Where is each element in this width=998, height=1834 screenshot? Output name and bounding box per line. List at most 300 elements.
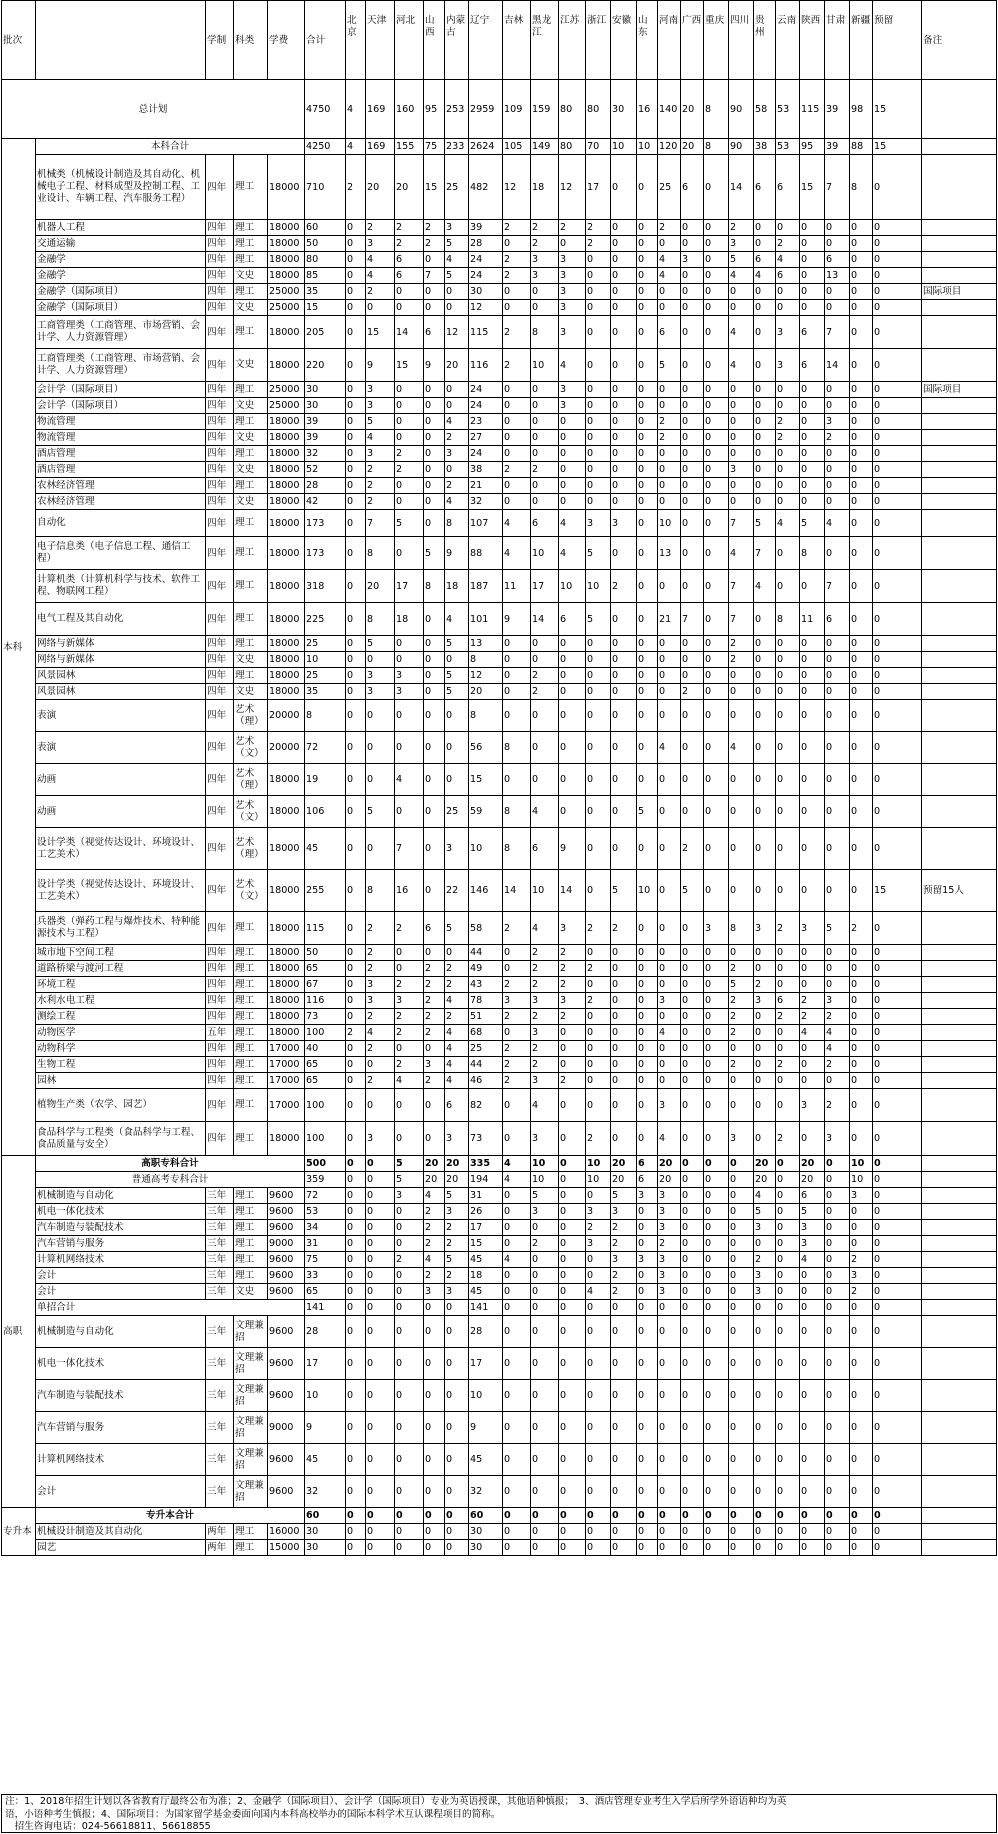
province-count: 0 <box>776 796 800 828</box>
province-count: 0 <box>586 1316 611 1348</box>
province-count: 32 <box>469 494 503 510</box>
province-count: 0 <box>729 1348 754 1380</box>
province-count: 0 <box>754 1009 776 1025</box>
province-count: 0 <box>445 1476 469 1508</box>
province-count: 0 <box>825 1172 850 1188</box>
province-count: 0 <box>704 1300 729 1316</box>
province-count: 2959 <box>469 80 503 139</box>
xuezhi-value: 三年 <box>206 1444 234 1476</box>
province-count: 58 <box>754 80 776 139</box>
province-count: 18 <box>445 570 469 603</box>
province-count: 3 <box>366 398 395 414</box>
province-count: 20 <box>611 1172 637 1188</box>
province-count: 0 <box>424 462 445 478</box>
province-count: 2 <box>559 1009 586 1025</box>
province-count: 0 <box>395 1444 424 1476</box>
province-count: 2 <box>424 977 445 993</box>
province-count: 105 <box>503 139 531 155</box>
province-count: 0 <box>873 993 922 1009</box>
header-province: 甘肃 <box>825 1 850 80</box>
province-count: 0 <box>559 1025 586 1041</box>
province-count: 2 <box>503 220 531 236</box>
remark-cell <box>922 430 997 446</box>
province-count: 80 <box>559 139 586 155</box>
remark-cell: 国际项目 <box>922 284 997 300</box>
province-count: 0 <box>424 478 445 494</box>
batch-label: 本科 <box>2 139 36 1156</box>
province-count: 6 <box>800 316 825 349</box>
header-remark: 备注 <box>922 1 997 80</box>
province-count: 0 <box>704 220 729 236</box>
province-count: 12 <box>445 316 469 349</box>
province-count: 0 <box>754 684 776 700</box>
province-count: 0 <box>825 636 850 652</box>
province-count: 0 <box>704 252 729 268</box>
province-count: 8 <box>776 603 800 636</box>
province-count: 2 <box>445 430 469 446</box>
province-count: 0 <box>611 537 637 570</box>
province-count: 0 <box>637 636 658 652</box>
province-count: 8 <box>800 537 825 570</box>
province-count: 0 <box>681 796 704 828</box>
province-count: 2 <box>658 430 681 446</box>
province-count: 3 <box>531 252 559 268</box>
major-name: 金融学（国际项目） <box>36 300 206 316</box>
province-count: 0 <box>873 414 922 430</box>
province-count: 0 <box>704 414 729 430</box>
kelei-value: 理工 <box>234 478 268 494</box>
province-count: 2 <box>729 993 754 1009</box>
province-count: 0 <box>658 236 681 252</box>
province-count: 2 <box>346 1025 366 1041</box>
province-count: 0 <box>611 155 637 220</box>
province-count: 0 <box>776 220 800 236</box>
xuezhi-value: 四年 <box>206 684 234 700</box>
province-count: 0 <box>637 494 658 510</box>
province-count: 5 <box>445 684 469 700</box>
province-count: 0 <box>395 1412 424 1444</box>
remark-cell <box>922 236 997 252</box>
province-count: 0 <box>531 1252 559 1268</box>
province-count: 0 <box>850 1204 873 1220</box>
province-count: 12 <box>559 155 586 220</box>
province-count: 0 <box>704 1057 729 1073</box>
province-count: 0 <box>637 1540 658 1556</box>
province-count: 0 <box>637 1236 658 1252</box>
kelei-value: 理工 <box>234 1041 268 1057</box>
province-count: 0 <box>346 1476 366 1508</box>
province-count: 0 <box>586 382 611 398</box>
province-count: 3 <box>754 1220 776 1236</box>
major-name: 机械设计制造及其自动化 <box>36 1524 206 1540</box>
xuezhi-value: 四年 <box>206 284 234 300</box>
table-row <box>2 1380 997 1412</box>
province-count: 0 <box>850 349 873 382</box>
header-total: 合计 <box>305 1 346 80</box>
province-count: 2 <box>586 961 611 977</box>
province-count: 0 <box>586 1009 611 1025</box>
province-count: 0 <box>776 382 800 398</box>
table-row <box>2 652 997 668</box>
province-count: 0 <box>424 764 445 796</box>
province-count: 0 <box>559 1204 586 1220</box>
province-count: 0 <box>658 912 681 945</box>
province-count: 0 <box>531 1540 559 1556</box>
total-value: 255 <box>305 870 346 912</box>
province-count: 0 <box>681 1268 704 1284</box>
province-count: 0 <box>346 446 366 462</box>
province-count: 0 <box>637 977 658 993</box>
province-count: 0 <box>681 1122 704 1156</box>
province-count: 0 <box>503 945 531 961</box>
remark-cell <box>922 155 997 220</box>
province-count: 0 <box>346 1252 366 1268</box>
province-count: 4 <box>729 732 754 764</box>
province-count: 8 <box>366 537 395 570</box>
province-count: 0 <box>776 732 800 764</box>
province-count: 0 <box>611 1025 637 1041</box>
province-count: 44 <box>469 1057 503 1073</box>
province-count: 5 <box>366 796 395 828</box>
total-value: 30 <box>305 1524 346 1540</box>
province-count: 0 <box>729 684 754 700</box>
kelei-value: 理工 <box>234 1073 268 1089</box>
province-count: 2 <box>424 961 445 977</box>
province-count: 15 <box>469 1236 503 1252</box>
province-count: 6 <box>658 316 681 349</box>
province-count: 0 <box>658 300 681 316</box>
province-count: 0 <box>658 1540 681 1556</box>
province-count: 0 <box>611 300 637 316</box>
total-value: 35 <box>305 684 346 700</box>
province-count: 0 <box>658 796 681 828</box>
total-value: 30 <box>305 382 346 398</box>
major-name: 兵器类（弹药工程与爆炸技术、特种能源技术与工程） <box>36 912 206 945</box>
province-count: 0 <box>559 1057 586 1073</box>
table-row <box>2 1316 997 1348</box>
table-row <box>2 446 997 462</box>
province-count: 0 <box>366 1156 395 1172</box>
province-count: 16 <box>395 870 424 912</box>
province-count: 0 <box>729 1156 754 1172</box>
fee-value: 18000 <box>268 977 305 993</box>
fee-value: 18000 <box>268 462 305 478</box>
kelei-value: 理工 <box>234 1540 268 1556</box>
province-count: 0 <box>729 796 754 828</box>
province-count: 0 <box>586 1476 611 1508</box>
province-count: 0 <box>611 236 637 252</box>
major-name: 计算机网络技术 <box>36 1252 206 1268</box>
province-count: 0 <box>637 668 658 684</box>
major-name: 网络与新媒体 <box>36 652 206 668</box>
province-count: 10 <box>586 1172 611 1188</box>
fee-value: 9600 <box>268 1204 305 1220</box>
province-count: 0 <box>825 398 850 414</box>
province-count: 12 <box>469 300 503 316</box>
province-count: 20 <box>754 1156 776 1172</box>
province-count: 0 <box>704 1236 729 1252</box>
province-count: 2 <box>586 1220 611 1236</box>
province-count: 2 <box>445 1236 469 1252</box>
table-row <box>2 570 997 603</box>
province-count: 0 <box>704 668 729 684</box>
province-count: 0 <box>424 510 445 537</box>
province-count: 0 <box>559 478 586 494</box>
province-count: 3 <box>366 684 395 700</box>
province-count: 0 <box>681 636 704 652</box>
table-row <box>2 1073 997 1089</box>
header-province: 浙江 <box>586 1 611 80</box>
province-count: 10 <box>531 1172 559 1188</box>
province-count: 0 <box>503 1220 531 1236</box>
province-count: 0 <box>681 700 704 732</box>
province-count: 0 <box>776 494 800 510</box>
province-count: 0 <box>395 300 424 316</box>
province-count: 3 <box>729 462 754 478</box>
province-count: 21 <box>658 603 681 636</box>
province-count: 0 <box>531 382 559 398</box>
province-count: 482 <box>469 155 503 220</box>
province-count: 0 <box>873 603 922 636</box>
province-count: 0 <box>346 1348 366 1380</box>
province-count: 0 <box>637 684 658 700</box>
grand-total-total: 4750 <box>305 80 346 139</box>
province-count: 0 <box>586 1508 611 1524</box>
province-count: 90 <box>729 80 754 139</box>
remark-cell <box>922 961 997 977</box>
footnote-line-3: 招生咨询电话：024-56618811、56618855 <box>5 1821 211 1832</box>
province-count: 3 <box>366 382 395 398</box>
province-count: 8 <box>503 796 531 828</box>
province-count: 0 <box>346 764 366 796</box>
province-count: 0 <box>445 382 469 398</box>
header-province: 广西 <box>681 1 704 80</box>
province-count: 0 <box>681 570 704 603</box>
province-count: 2 <box>850 1252 873 1268</box>
province-count: 3 <box>531 1025 559 1041</box>
province-count: 0 <box>395 636 424 652</box>
province-count: 0 <box>559 1236 586 1252</box>
province-count: 0 <box>681 1444 704 1476</box>
major-name: 园林 <box>36 1073 206 1089</box>
table-row <box>2 1122 997 1156</box>
province-count: 5 <box>424 537 445 570</box>
province-count: 9 <box>503 603 531 636</box>
province-count: 0 <box>850 284 873 300</box>
province-count: 0 <box>503 668 531 684</box>
province-count: 4 <box>729 349 754 382</box>
province-count: 6 <box>681 155 704 220</box>
province-count: 4 <box>658 268 681 284</box>
province-count: 2 <box>850 912 873 945</box>
province-count: 0 <box>586 430 611 446</box>
province-count: 0 <box>586 977 611 993</box>
province-count: 0 <box>611 1300 637 1316</box>
remark-cell <box>922 1122 997 1156</box>
province-count: 0 <box>873 1380 922 1412</box>
province-count: 8 <box>445 510 469 537</box>
province-count: 2 <box>395 236 424 252</box>
province-count: 0 <box>503 1236 531 1252</box>
zsb-subtotal-label: 专升本合计 <box>36 1508 305 1524</box>
province-count: 0 <box>800 732 825 764</box>
fee-value: 18000 <box>268 220 305 236</box>
province-count: 0 <box>503 494 531 510</box>
header-row <box>2 1 997 80</box>
province-count: 0 <box>503 1412 531 1444</box>
province-count: 0 <box>776 1476 800 1508</box>
province-count: 0 <box>658 1073 681 1089</box>
province-count: 2 <box>729 220 754 236</box>
province-count: 0 <box>850 732 873 764</box>
province-count: 3 <box>531 1122 559 1156</box>
province-count: 0 <box>395 945 424 961</box>
province-count: 0 <box>346 636 366 652</box>
province-count: 0 <box>346 993 366 1009</box>
fee-value: 9600 <box>268 1476 305 1508</box>
province-count: 0 <box>559 636 586 652</box>
province-count: 0 <box>776 668 800 684</box>
province-count: 0 <box>424 796 445 828</box>
province-count: 0 <box>658 684 681 700</box>
grand-total-row <box>2 80 997 139</box>
province-count: 28 <box>469 236 503 252</box>
fee-value: 9000 <box>268 1412 305 1444</box>
province-count: 0 <box>754 1041 776 1057</box>
table-row <box>2 1444 997 1476</box>
province-count: 0 <box>611 284 637 300</box>
province-count: 0 <box>776 284 800 300</box>
province-count: 15 <box>873 80 922 139</box>
table-row <box>2 764 997 796</box>
province-count: 4 <box>754 1188 776 1204</box>
province-count: 0 <box>637 652 658 668</box>
table-row <box>2 537 997 570</box>
province-count: 0 <box>586 684 611 700</box>
province-count: 2 <box>531 462 559 478</box>
province-count: 0 <box>873 284 922 300</box>
province-count: 0 <box>503 1300 531 1316</box>
province-count: 0 <box>850 446 873 462</box>
kelei-value: 理工 <box>234 220 268 236</box>
province-count: 0 <box>559 1268 586 1284</box>
province-count: 88 <box>469 537 503 570</box>
province-count: 5 <box>611 870 637 912</box>
province-count: 0 <box>776 1284 800 1300</box>
province-count: 4 <box>424 1188 445 1204</box>
batch-label: 高职 <box>2 1156 36 1508</box>
province-count: 0 <box>800 1476 825 1508</box>
total-value: 65 <box>305 1073 346 1089</box>
province-count: 0 <box>424 284 445 300</box>
province-count: 0 <box>873 1041 922 1057</box>
province-count: 4 <box>366 430 395 446</box>
province-count: 3 <box>681 252 704 268</box>
table-row <box>2 870 997 912</box>
province-count: 0 <box>776 1444 800 1476</box>
province-count: 0 <box>531 1348 559 1380</box>
province-count: 0 <box>754 1524 776 1540</box>
major-name: 汽车营销与服务 <box>36 1236 206 1252</box>
province-count: 115 <box>800 80 825 139</box>
province-count: 3 <box>754 993 776 1009</box>
province-count: 2 <box>611 1236 637 1252</box>
province-count: 0 <box>424 398 445 414</box>
province-count: 0 <box>586 1412 611 1444</box>
kelei-value: 理工 <box>234 1122 268 1156</box>
xuezhi-value: 四年 <box>206 993 234 1009</box>
province-count: 8 <box>366 870 395 912</box>
province-count: 0 <box>424 1412 445 1444</box>
province-count: 335 <box>469 1156 503 1172</box>
remark-cell <box>922 1380 997 1412</box>
province-count: 0 <box>658 977 681 993</box>
province-count: 0 <box>424 1524 445 1540</box>
province-count: 0 <box>503 652 531 668</box>
province-count: 90 <box>729 139 754 155</box>
grand-total-label: 总计划 <box>2 80 305 139</box>
province-count: 0 <box>873 828 922 870</box>
province-count: 2 <box>776 1122 800 1156</box>
xuezhi-value: 四年 <box>206 268 234 284</box>
province-count: 0 <box>873 494 922 510</box>
province-count: 0 <box>729 382 754 398</box>
benke-subtotal-row <box>2 139 997 155</box>
province-count: 22 <box>445 870 469 912</box>
province-count: 0 <box>873 537 922 570</box>
kelei-value: 理工 <box>234 912 268 945</box>
province-count: 2 <box>531 945 559 961</box>
province-count: 0 <box>346 1508 366 1524</box>
province-count: 0 <box>754 1073 776 1089</box>
xuezhi-value: 四年 <box>206 977 234 993</box>
province-count: 0 <box>800 236 825 252</box>
province-count: 3 <box>559 993 586 1009</box>
province-count: 3 <box>586 1236 611 1252</box>
province-count: 2 <box>611 1284 637 1300</box>
total-value: 60 <box>305 220 346 236</box>
total-value: 106 <box>305 796 346 828</box>
province-count: 15 <box>366 316 395 349</box>
province-count: 0 <box>346 912 366 945</box>
remark-cell <box>922 1204 997 1220</box>
province-count: 0 <box>850 414 873 430</box>
total-value: 9 <box>305 1412 346 1444</box>
remark-cell <box>922 494 997 510</box>
major-name: 网络与新媒体 <box>36 636 206 652</box>
kelei-value: 理工 <box>234 236 268 252</box>
major-name: 道路桥梁与渡河工程 <box>36 961 206 977</box>
province-count: 3 <box>445 220 469 236</box>
province-count: 0 <box>503 684 531 700</box>
province-count: 3 <box>503 993 531 1009</box>
province-count: 0 <box>681 1041 704 1057</box>
province-count: 0 <box>776 636 800 652</box>
header-fee: 学费 <box>268 1 305 80</box>
province-count: 0 <box>873 945 922 961</box>
province-count: 0 <box>346 1089 366 1122</box>
province-count: 5 <box>395 1156 424 1172</box>
xuezhi-value: 三年 <box>206 1188 234 1204</box>
province-count: 0 <box>611 430 637 446</box>
province-count: 0 <box>531 1316 559 1348</box>
header-province: 天津 <box>366 1 395 80</box>
province-count: 0 <box>424 732 445 764</box>
remark-cell <box>922 1508 997 1524</box>
province-count: 0 <box>681 912 704 945</box>
province-count: 0 <box>637 764 658 796</box>
province-count: 0 <box>658 570 681 603</box>
